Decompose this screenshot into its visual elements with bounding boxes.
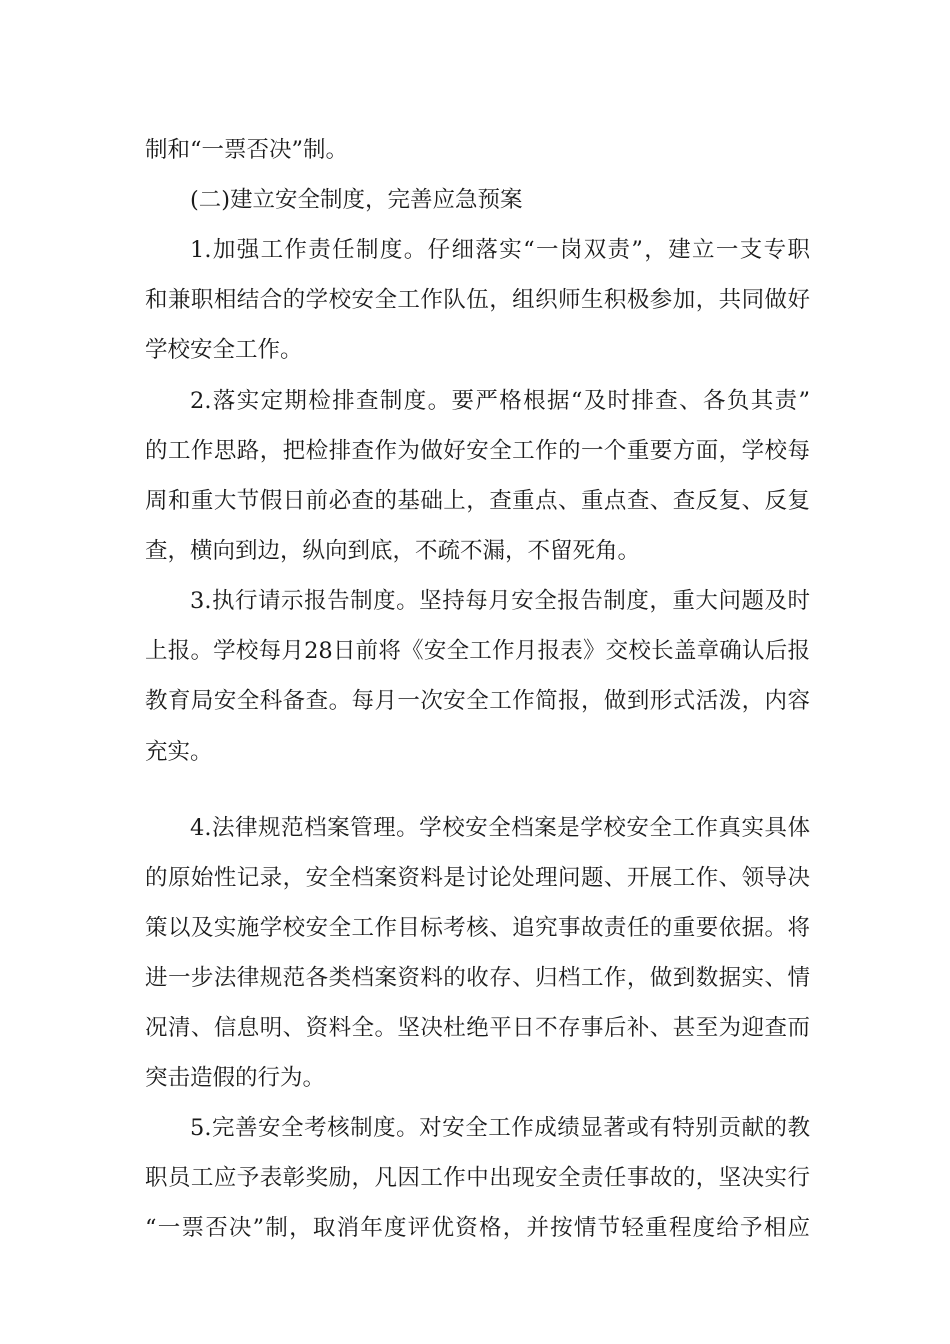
text-line: 4.法律规范档案管理。学校安全档案是学校安全工作真实具体 [190, 815, 810, 841]
text-line: 策以及实施学校安全工作目标考核、追究事故责任的重要依据。将 [145, 915, 810, 941]
text-line: 突击造假的行为。 [145, 1065, 326, 1091]
text-line: 1.加强工作责任制度。仔细落实“一岗双责”，建立一支专职 [190, 237, 810, 263]
text-line: 查，横向到边，纵向到底，不疏不漏，不留死角。 [145, 538, 641, 564]
section-heading: (二)建立安全制度，完善应急预案 [190, 187, 523, 213]
text-line: 和兼职相结合的学校安全工作队伍，组织师生积极参加，共同做好 [145, 287, 810, 313]
text-line: 5.完善安全考核制度。对安全工作成绩显著或有特别贡献的教 [190, 1115, 810, 1141]
text-line: “一票否决”制，取消年度评优资格，并按情节轻重程度给予相应 [145, 1215, 810, 1241]
text-line: 况清、信息明、资料全。坚决杜绝平日不存事后补、甚至为迎查而 [145, 1015, 810, 1041]
text-line: 制和“一票否决”制。 [145, 137, 349, 163]
text-line: 充实。 [145, 739, 213, 765]
text-line: 上报。学校每月28日前将《安全工作月报表》交校长盖章确认后报 [145, 638, 810, 664]
text-line: 的原始性记录，安全档案资料是讨论处理问题、开展工作、领导决 [145, 865, 810, 891]
text-line: 学校安全工作。 [145, 337, 303, 363]
text-line: 进一步法律规范各类档案资料的收存、归档工作，做到数据实、情 [145, 965, 810, 991]
text-line: 的工作思路，把检排查作为做好安全工作的一个重要方面，学校每 [145, 438, 810, 464]
text-line: 周和重大节假日前必查的基础上，查重点、重点查、查反复、反复 [145, 488, 810, 514]
text-line: 2.落实定期检排查制度。要严格根据“及时排查、各负其责” [190, 388, 810, 414]
text-line: 教育局安全科备查。每月一次安全工作简报，做到形式活泼，内容 [145, 688, 810, 714]
text-line: 3.执行请示报告制度。坚持每月安全报告制度，重大问题及时 [190, 588, 810, 614]
text-line: 职员工应予表彰奖励，凡因工作中出现安全责任事故的，坚决实行 [145, 1165, 810, 1191]
